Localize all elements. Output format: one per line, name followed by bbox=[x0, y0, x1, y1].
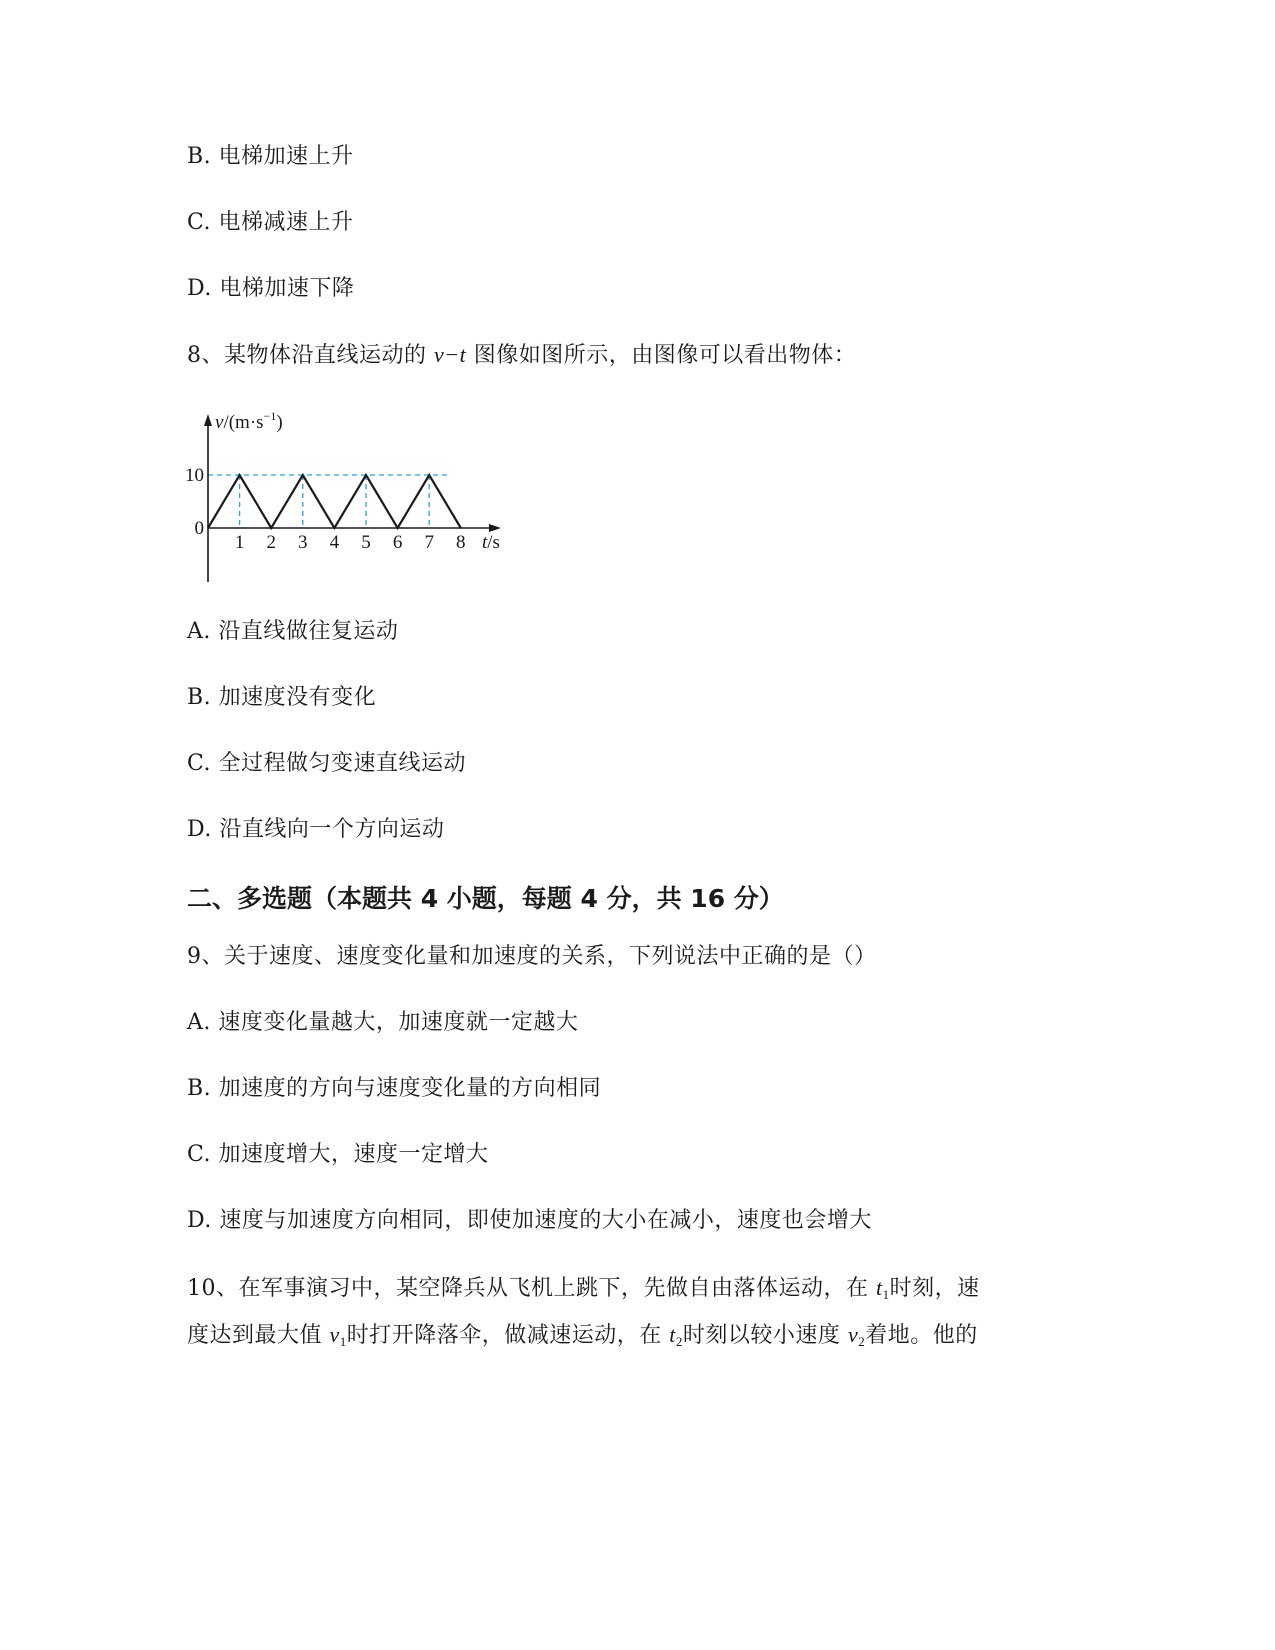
q10-l2-c: 时刻以较小速度 bbox=[682, 1323, 841, 1348]
q10-l1-a: 10、在军事演习中，某空降兵从飞机上跳下，先做自由落体运动，在 bbox=[187, 1276, 869, 1301]
q8-option-b: B. 加速度没有变化 bbox=[187, 685, 377, 710]
q7-option-d: D. 电梯加速下降 bbox=[187, 276, 355, 301]
q10-l1-b: 时刻，速 bbox=[889, 1276, 980, 1301]
q9-option-b: B. 加速度的方向与速度变化量的方向相同 bbox=[187, 1076, 602, 1101]
series-line-v bbox=[208, 475, 461, 528]
q8-option-c: C. 全过程做匀变速直线运动 bbox=[187, 751, 467, 776]
x-tick-label: 3 bbox=[298, 532, 308, 553]
q10-l2-v1: $v_1$ bbox=[329, 1322, 347, 1349]
q10-l1-t: $t_1$ bbox=[876, 1275, 890, 1302]
x-axis-arrow bbox=[489, 524, 501, 532]
x-tick-label: 5 bbox=[361, 532, 371, 553]
y-tick-label: 0 bbox=[194, 518, 204, 539]
q10-l2-a: 度达到最大值 bbox=[187, 1323, 323, 1348]
vt-graph bbox=[180, 409, 520, 590]
q8-stem-math: v−t bbox=[434, 342, 467, 367]
q9-stem: 9、关于速度、速度变化量和加速度的关系，下列说法中正确的是（） bbox=[187, 944, 877, 969]
y-axis-arrow bbox=[204, 414, 212, 426]
x-tick-label: 1 bbox=[234, 532, 245, 553]
q10-l2-b: 时打开降落伞，做减速运动，在 bbox=[346, 1323, 662, 1348]
q10-l2-v2: $v_2$ bbox=[847, 1322, 866, 1349]
q10-l2-d: 着地。他的 bbox=[865, 1323, 978, 1348]
q9-option-d: D. 速度与加速度方向相同，即使加速度的大小在减小，速度也会增大 bbox=[187, 1208, 872, 1233]
q9-option-c: C. 加速度增大，速度一定增大 bbox=[187, 1142, 489, 1167]
series-group bbox=[208, 475, 461, 528]
q10-l2-t2: $t_2$ bbox=[669, 1322, 683, 1349]
y-axis-label: $v/(m\cdot s^{-1})$ bbox=[215, 409, 283, 433]
q8-stem bbox=[187, 340, 856, 371]
x-axis-label: t/s bbox=[482, 532, 500, 553]
q7-option-c: C. 电梯减速上升 bbox=[187, 210, 354, 235]
x-tick-label: 6 bbox=[392, 532, 403, 553]
x-tick-label: 4 bbox=[329, 532, 340, 553]
q8-option-d: D. 沿直线向一个方向运动 bbox=[187, 817, 445, 842]
q7-option-b: B. 电梯加速上升 bbox=[187, 144, 354, 169]
x-tick-label: 8 bbox=[456, 532, 466, 553]
q8-option-a: A. 沿直线做往复运动 bbox=[187, 619, 399, 644]
q10-line-2 bbox=[187, 1320, 978, 1357]
tick-labels bbox=[185, 465, 466, 553]
x-tick-label: 2 bbox=[266, 532, 276, 553]
q8-stem-after: 图像如图所示，由图像可以看出物体： bbox=[473, 343, 857, 368]
section-heading-multiple-choice: 二、多选题（本题共 4 小题，每题 4 分，共 16 分） bbox=[187, 884, 784, 913]
q8-stem-before: 8、某物体沿直线运动的 bbox=[187, 343, 427, 368]
q10-line-1 bbox=[187, 1273, 980, 1310]
x-tick-label: 7 bbox=[424, 532, 434, 553]
q9-option-a: A. 速度变化量越大，加速度就一定越大 bbox=[187, 1010, 579, 1035]
y-tick-label: 10 bbox=[185, 465, 204, 486]
